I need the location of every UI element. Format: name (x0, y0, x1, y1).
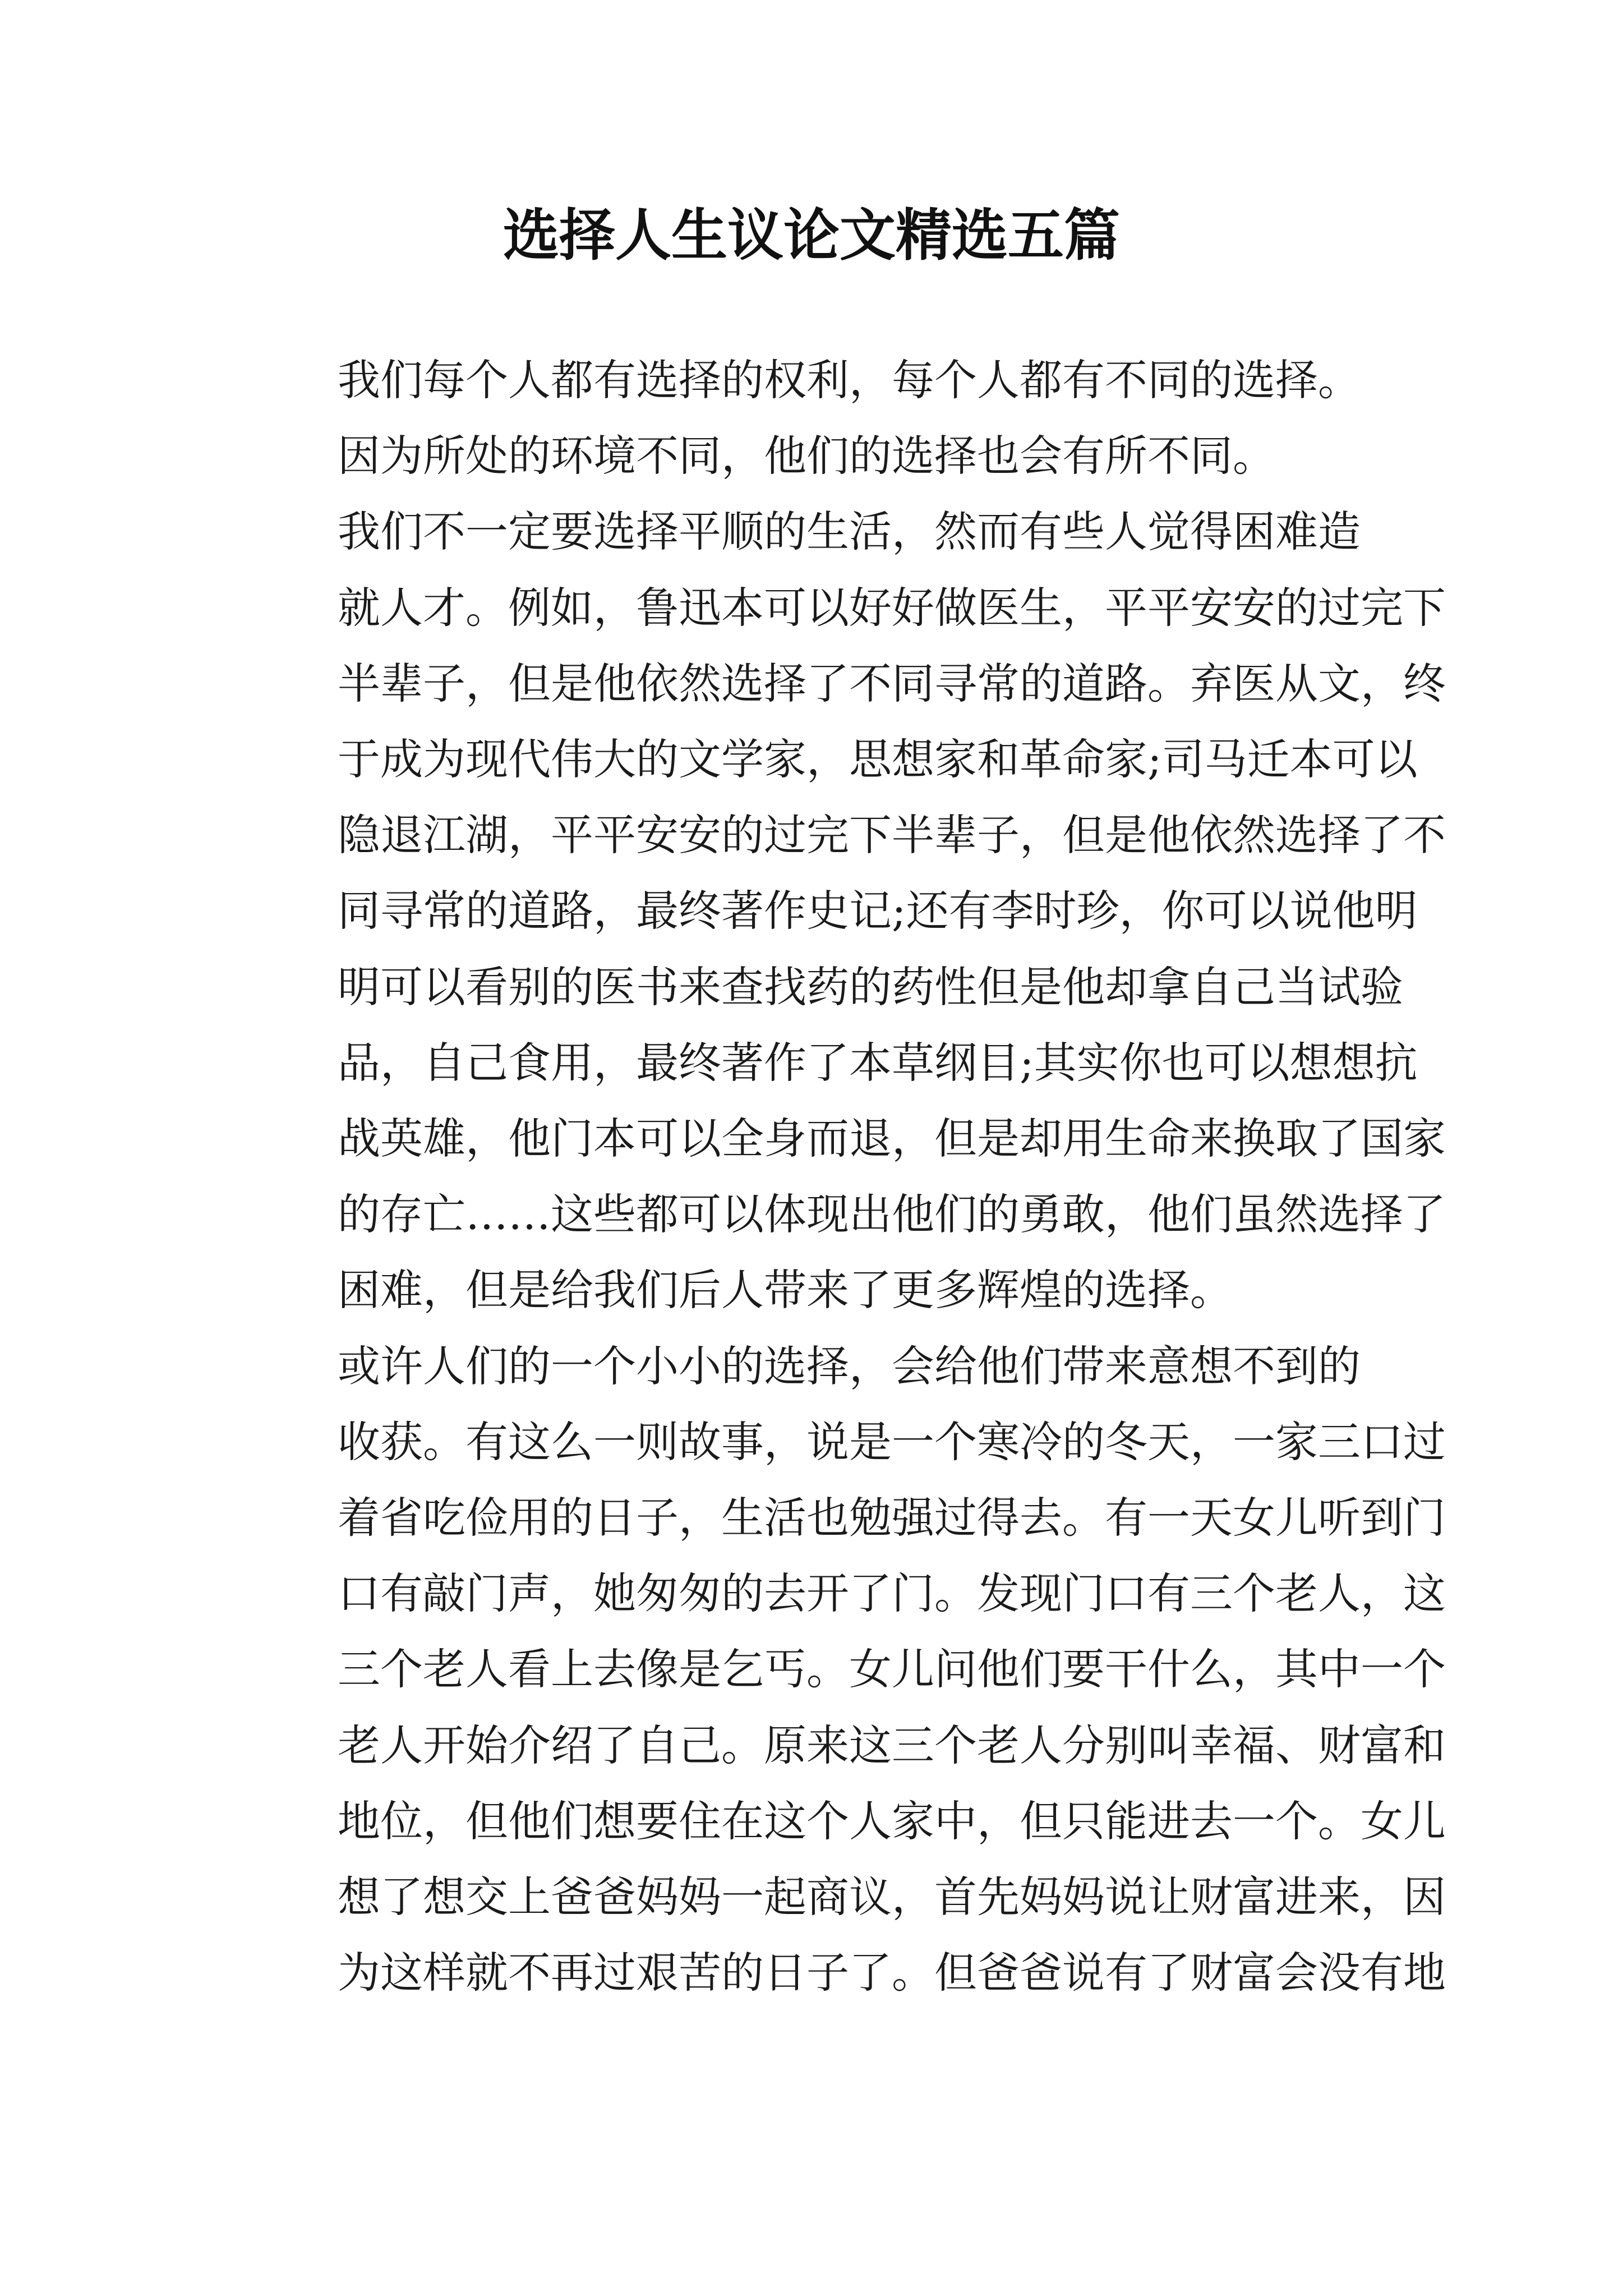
text-line: 地位，但他们想要住在这个人家中，但只能进去一个。女儿 (338, 1796, 1446, 1846)
text-line: 就人才。例如，鲁迅本可以好好做医生，平平安安的过完下 (338, 582, 1446, 633)
text-line: 我们每个人都有选择的权利，每个人都有不同的选择。 (338, 355, 1361, 405)
text-line: 我们不一定要选择平顺的生活，然而有些人觉得困难造 (338, 507, 1361, 557)
text-line: 困难，但是给我们后人带来了更多辉煌的选择。 (338, 1265, 1233, 1315)
text-line: 为这样就不再过艰苦的日子了。但爸爸说有了财富会没有地 (338, 1948, 1446, 1998)
text-line: 或许人们的一个小小的选择，会给他们带来意想不到的 (338, 1341, 1361, 1391)
text-line: 品，自己食用，最终著作了本草纲目;其实你也可以想想抗 (338, 1037, 1418, 1088)
text-line: 半辈子，但是他依然选择了不同寻常的道路。弃医从文，终 (338, 658, 1446, 708)
paragraph-1 (252, 342, 1399, 494)
document-title: 选择人生议论文精选五篇 (503, 203, 1120, 268)
document-body (252, 342, 1446, 2010)
text-line: 想了想交上爸爸妈妈一起商议，首先妈妈说让财富进来，因 (338, 1872, 1446, 1922)
text-line: 同寻常的道路，最终著作史记;还有李时珍，你可以说他明 (338, 886, 1418, 936)
text-line: 隐退江湖，平平安安的过完下半辈子，但是他依然选择了不 (338, 810, 1446, 861)
text-line: 口有敲门声，她匆匆的去开了门。发现门口有三个老人，这 (338, 1568, 1446, 1619)
text-line: 于成为现代伟大的文学家，思想家和革命家;司马迁本可以 (338, 734, 1418, 785)
text-line: 着省吃俭用的日子，生活也勉强过得去。有一天女儿听到门 (338, 1493, 1446, 1543)
text-line: 的存亡……这些都可以体现出他们的勇敢，他们虽然选择了 (338, 1189, 1446, 1240)
text-line: 老人开始介绍了自己。原来这三个老人分别叫幸福、财富和 (338, 1720, 1446, 1770)
text-line: 因为所处的环境不同，他们的选择也会有所不同。 (338, 431, 1275, 481)
text-line: 收获。有这么一则故事，说是一个寒冷的冬天，一家三口过 (338, 1416, 1446, 1467)
paragraph-3 (252, 1328, 1446, 2011)
text-line: 明可以看别的医书来查找药的药性但是他却拿自己当试验 (338, 961, 1403, 1012)
paragraph-2 (252, 494, 1446, 1328)
text-line: 战英雄，他门本可以全身而退，但是却用生命来换取了国家 (338, 1114, 1446, 1164)
text-line: 三个老人看上去像是乞丐。女儿问他们要干什么，其中一个 (338, 1644, 1446, 1695)
